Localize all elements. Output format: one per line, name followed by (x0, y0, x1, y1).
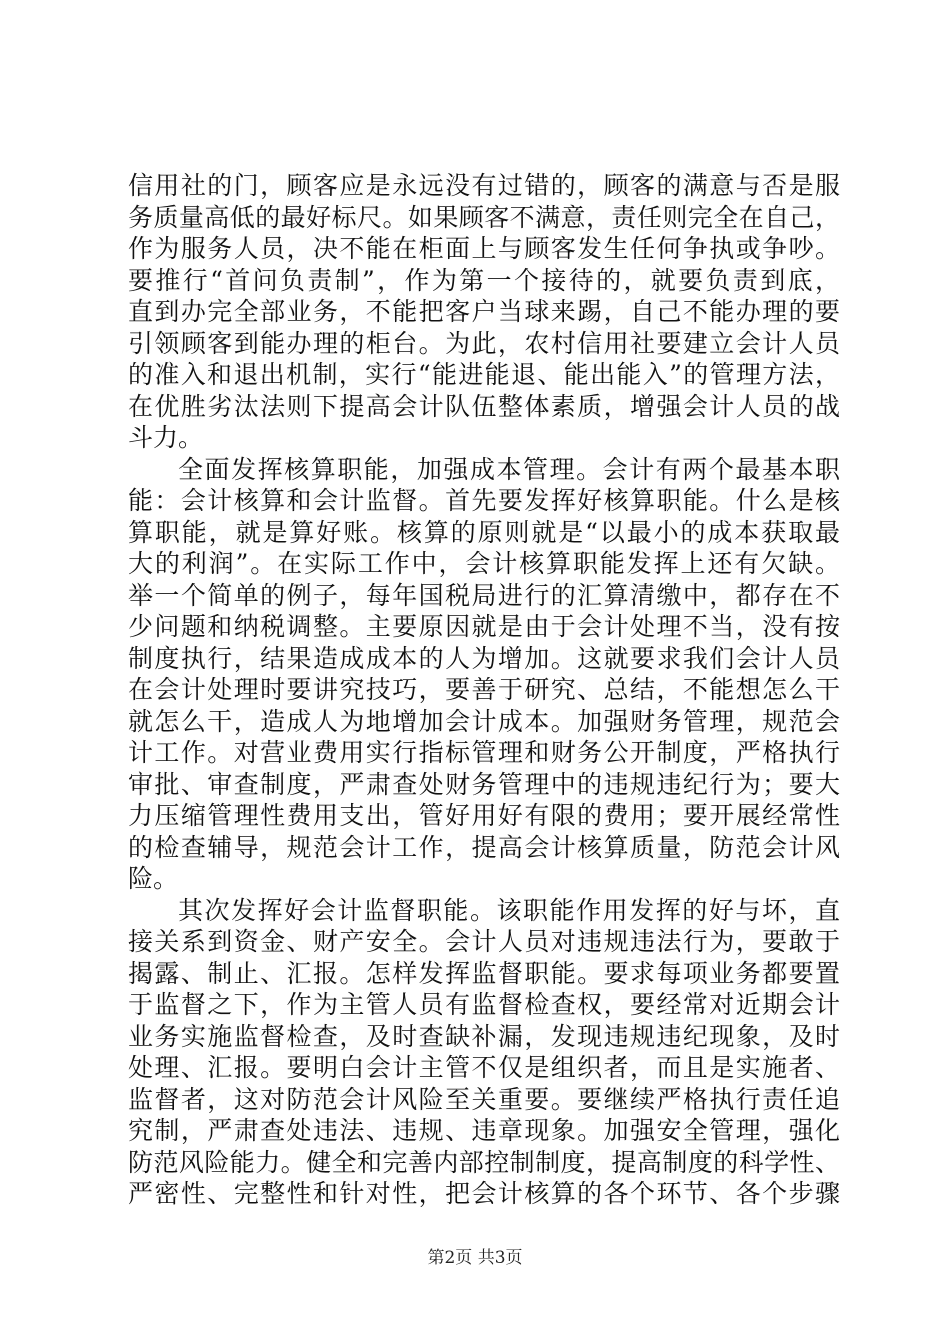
text-line: 险。 (128, 864, 179, 893)
body-text (128, 170, 840, 1210)
text-line: 能：会计核算和会计监督。首先要发挥好核算职能。什么是核 (128, 486, 840, 515)
page-number-footer: 第2页 共3页 (427, 1248, 523, 1268)
text-line: 严密性、完整性和针对性，把会计核算的各个环节、各个步骤 (128, 1179, 840, 1208)
text-line: 要推行“首问负责制”，作为第一个接待的，就要负责到底， (128, 265, 840, 295)
text-line: 信用社的门，顾客应是永远没有过错的，顾客的满意与否是服 (128, 171, 840, 200)
text-line: 少问题和纳税调整。主要原因就是由于会计处理不当，没有按 (128, 612, 840, 641)
text-line: 斗力。 (128, 423, 204, 452)
text-line: 直到办完全部业务，不能把客户当球来踢，自己不能办理的要 (128, 297, 840, 326)
text-line: 业务实施监督检查，及时查缺补漏，发现违规违纪现象，及时 (128, 1021, 840, 1051)
text-line: 在会计处理时要讲究技巧，要善于研究、总结，不能想怎么干 (128, 675, 840, 704)
text-line: 力压缩管理性费用支出，管好用好有限的费用；要开展经常性 (128, 801, 840, 830)
text-line: 揭露、制止、汇报。怎样发挥监督职能。要求每项业务都要置 (128, 958, 840, 988)
text-line: 务质量高低的最好标尺。如果顾客不满意，责任则完全在自己， (128, 202, 840, 232)
text-line: 引领顾客到能办理的柜台。为此，农村信用社要建立会计人员 (128, 328, 840, 358)
text-line: 举一个简单的例子，每年国税局进行的汇算清缴中，都存在不 (128, 580, 840, 610)
text-line: 处理、汇报。要明白会计主管不仅是组织者，而且是实施者、 (128, 1053, 840, 1082)
text-line: 的准入和退出机制，实行“能进能退、能出能入”的管理方法， (128, 360, 840, 389)
text-line: 审批、审查制度，严肃查处财务管理中的违规违纪行为；要大 (128, 769, 840, 799)
paragraph-start-line: 其次发挥好会计监督职能。该职能作用发挥的好与坏，直 (178, 895, 840, 925)
text-line: 防范风险能力。健全和完善内部控制制度，提高制度的科学性、 (128, 1147, 840, 1177)
text-line: 作为服务人员，决不能在柜面上与顾客发生任何争执或争吵。 (128, 234, 840, 263)
text-line: 算职能，就是算好账。核算的原则就是“以最小的成本获取最 (128, 517, 840, 547)
text-line: 的检查辅导，规范会计工作，提高会计核算质量，防范会计风 (128, 832, 840, 862)
text-line: 就怎么干，造成人为地增加会计成本。加强财务管理，规范会 (128, 706, 840, 736)
text-line: 究制，严肃查处违法、违规、违章现象。加强安全管理，强化 (128, 1116, 840, 1145)
paragraph-start-line: 全面发挥核算职能，加强成本管理。会计有两个最基本职 (178, 454, 840, 484)
text-line: 接关系到资金、财产安全。会计人员对违规违法行为，要敢于 (128, 927, 840, 956)
text-line: 制度执行，结果造成成本的人为增加。这就要求我们会计人员 (128, 643, 840, 673)
text-line: 于监督之下，作为主管人员有监督检查权，要经常对近期会计 (128, 990, 840, 1019)
text-line: 计工作。对营业费用实行指标管理和财务公开制度，严格执行 (128, 738, 840, 767)
text-line: 大的利润”。在实际工作中，会计核算职能发挥上还有欠缺。 (128, 549, 840, 578)
text-line: 监督者，这对防范会计风险至关重要。要继续严格执行责任追 (128, 1084, 840, 1114)
text-line: 在优胜劣汰法则下提高会计队伍整体素质，增强会计人员的战 (128, 391, 840, 421)
